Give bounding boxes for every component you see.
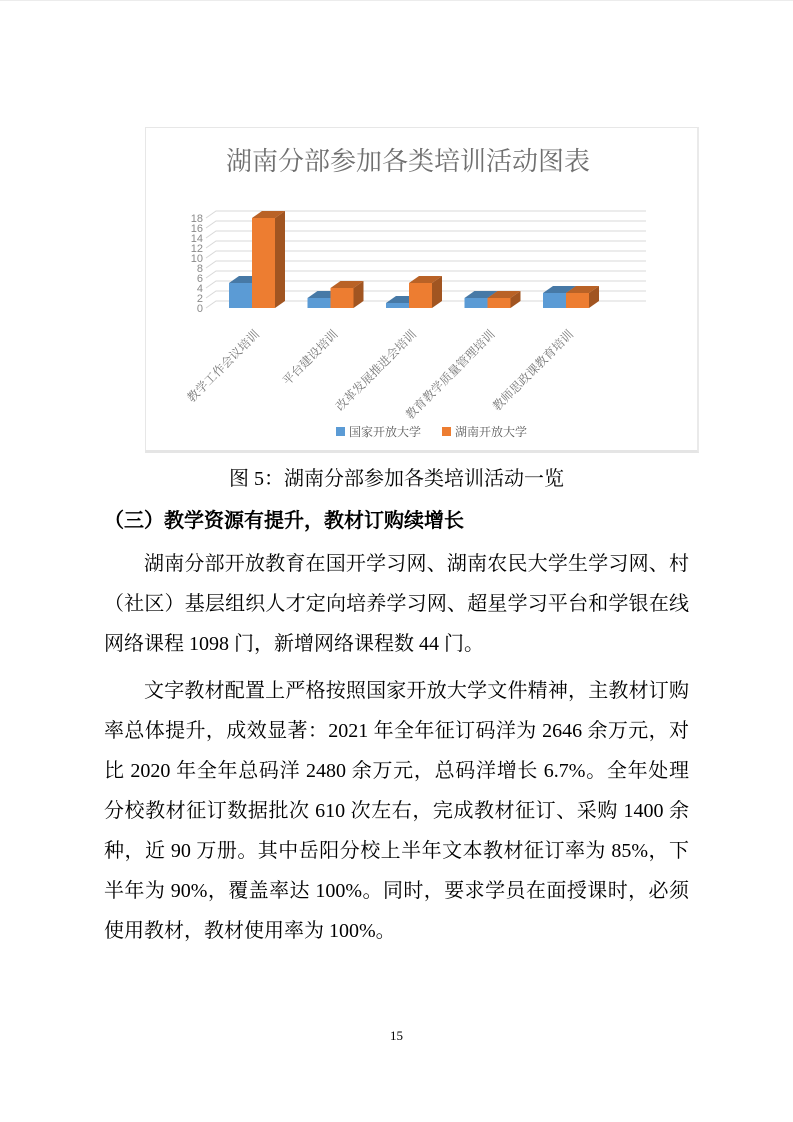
chart-title: 湖南分部参加各类培训活动图表: [225, 146, 591, 176]
y-axis-tick-label: 18: [190, 213, 203, 225]
legend-swatch: [442, 427, 451, 436]
training-chart: [146, 128, 696, 448]
y-axis-tick-label: 16: [190, 223, 203, 235]
y-axis-tick-label: 14: [190, 233, 203, 245]
y-axis-tick-label: 8: [196, 263, 203, 275]
legend-label: 湖南开放大学: [455, 425, 528, 439]
y-axis-tick-label: 6: [196, 273, 203, 285]
y-axis-tick-label: 12: [190, 243, 203, 255]
bar-front-face: [386, 303, 409, 308]
y-axis-tick-label: 0: [196, 303, 203, 315]
y-axis-tick-label: 10: [190, 253, 203, 265]
paragraph-2: 文字教材配置上严格按照国家开放大学文件精神，主教材订购率总体提升，成效显著：2021 年全年征订码洋为 2646 余万元，对比 2020 年全年总码洋 2480 余万元，总码洋增长 6.7%。全年处理分校教材征订数据批次 610 次左右，完成教材征订、采购 1400 余种，近 90 万册。其中岳阳分校上半年文本教材征订率为 85%，下半年为 90%，覆盖率达 100%。同时，要求学员在面授课时，必须使用教材，教材使用率为 100%。: [104, 680, 689, 942]
bar-front-face: [409, 283, 432, 308]
bar-side-face: [275, 211, 285, 308]
bar-front-face: [488, 298, 511, 308]
category-label: 教师思政课教育培训: [489, 327, 577, 414]
page-number: 15: [390, 1028, 403, 1043]
category-label: 教学工作会议培训: [184, 327, 263, 406]
legend-swatch: [336, 427, 345, 436]
chart-frame: [145, 127, 699, 453]
bar-front-face: [331, 288, 354, 308]
category-label: 教育教学质量管理培训: [402, 327, 498, 422]
bar-3d: [331, 281, 364, 308]
category-label: 平台建设培训: [279, 327, 341, 389]
bar-front-face: [465, 298, 488, 308]
section-heading: （三）教学资源有提升，教材订购续增长: [104, 510, 464, 532]
bar-3d: [252, 211, 285, 308]
bar-front-face: [566, 293, 589, 308]
bar-front-face: [308, 298, 331, 308]
bar-front-face: [543, 293, 566, 308]
bar-front-face: [252, 218, 275, 308]
legend-label: 国家开放大学: [349, 425, 422, 439]
figure-caption: 图 5：湖南分部参加各类培训活动一览: [229, 468, 564, 490]
paragraph-1: 湖南分部开放教育在国开学习网、湖南农民大学生学习网、村（社区）基层组织人才定向培养学习网、超星学习平台和学银在线网络课程 1098 门，新增网络课程数 44 门。: [104, 553, 689, 655]
category-label: 改革发展推进会培训: [332, 327, 420, 414]
bar-3d: [409, 276, 442, 308]
y-axis-tick-label: 2: [196, 293, 203, 305]
bar-front-face: [229, 283, 252, 308]
y-axis-tick-label: 4: [196, 283, 203, 295]
